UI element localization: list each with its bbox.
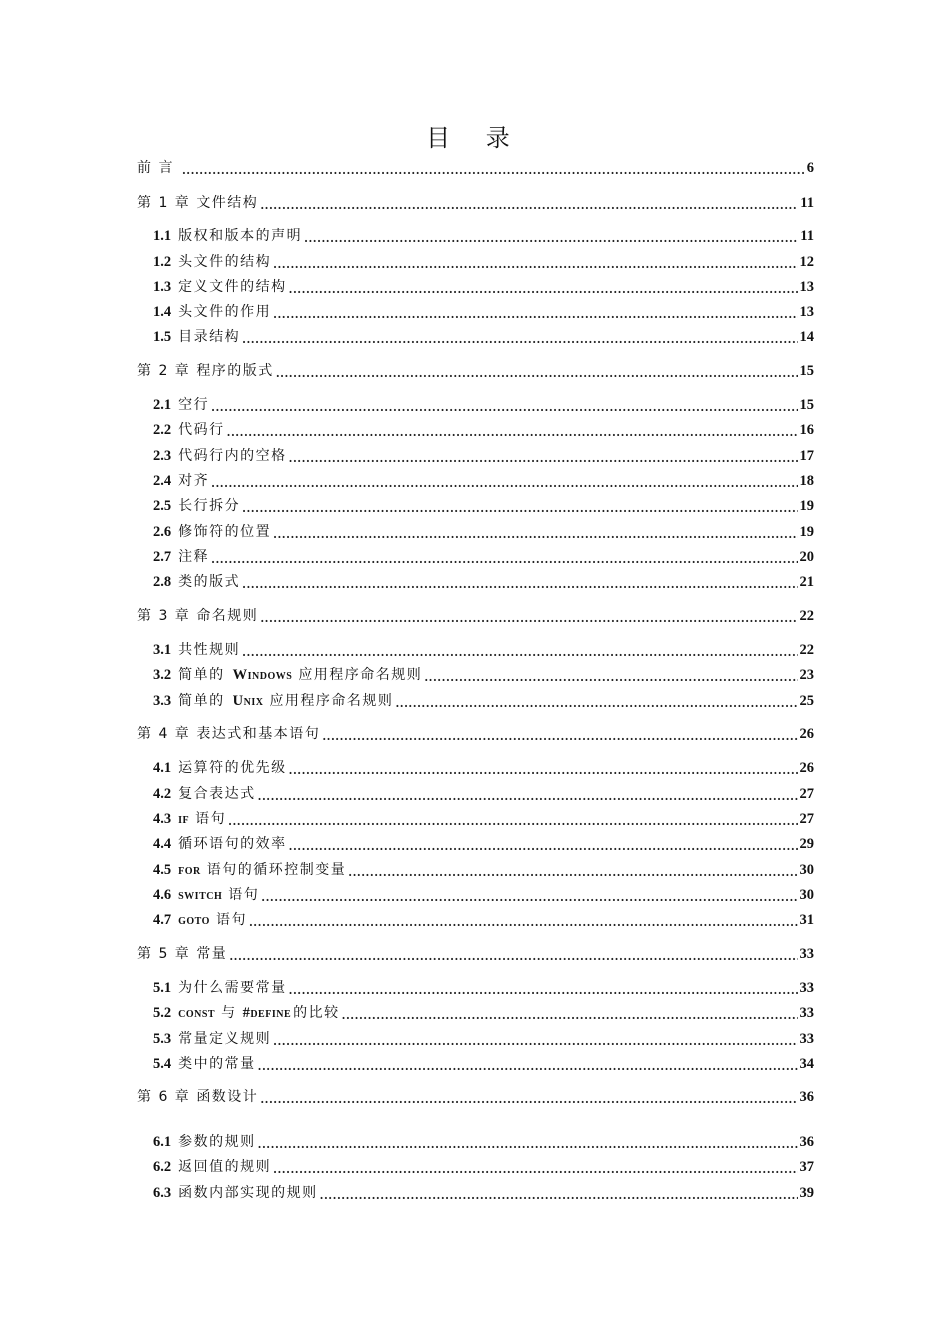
entry-title: 应用程序命名规则 (298, 667, 423, 683)
section-number: 6.2 (153, 1159, 172, 1175)
section-number: 4.7 (153, 912, 172, 928)
dot-leader (211, 553, 797, 567)
toc-section-entry[interactable] (153, 522, 814, 542)
toc-section-entry[interactable] (153, 1183, 814, 1203)
page-number: 22 (799, 642, 814, 658)
toc-section-entry[interactable] (153, 302, 814, 322)
dot-leader (258, 790, 798, 804)
toc-section-entry[interactable] (153, 691, 814, 711)
code-keyword: goto (178, 912, 210, 928)
section-number: 2.5 (153, 498, 172, 514)
dot-leader (273, 1163, 797, 1177)
dot-leader (242, 333, 797, 347)
page-number: 19 (799, 498, 814, 514)
chapter-prefix: 第 4 章 (137, 726, 191, 742)
chapter-prefix: 第 1 章 (137, 195, 191, 211)
entry-title: 对齐 (178, 473, 210, 489)
chapter-prefix: 第 3 章 (137, 608, 191, 624)
entry-title: 版权和版本的声明 (178, 228, 303, 244)
entry-title: 文件结构 (196, 195, 259, 211)
entry-title: 应用程序命名规则 (269, 693, 394, 709)
toc-chapter-entry[interactable] (137, 193, 814, 213)
entry-title: 修饰符的位置 (178, 524, 272, 540)
toc-section-entry[interactable] (153, 471, 814, 491)
dot-leader (276, 367, 798, 381)
dot-leader (260, 199, 798, 213)
entry-title: 类中的常量 (178, 1056, 256, 1072)
page-number: 26 (799, 760, 814, 776)
dot-leader (273, 1035, 797, 1049)
entry-title: 函数设计 (196, 1089, 259, 1105)
toc-section-entry[interactable] (153, 327, 814, 347)
section-number: 2.6 (153, 524, 172, 540)
section-number: 5.3 (153, 1031, 172, 1047)
section-number: 6.1 (153, 1134, 172, 1150)
section-number: 4.5 (153, 862, 172, 878)
section-number: 4.3 (153, 811, 172, 827)
page-number: 22 (799, 608, 814, 624)
page-number: 19 (799, 524, 814, 540)
page-number: 6 (806, 160, 814, 176)
page-number: 17 (799, 448, 814, 464)
code-keyword: const (178, 1005, 216, 1021)
page-number: 30 (799, 862, 814, 878)
toc-section-entry[interactable] (153, 860, 814, 880)
dot-leader (211, 477, 797, 491)
entry-title: 代码行内的空格 (178, 448, 287, 464)
toc-section-entry[interactable] (153, 784, 814, 804)
dot-leader (249, 916, 798, 930)
dot-leader (227, 426, 798, 440)
dot-leader (260, 1093, 797, 1107)
dot-leader (320, 1189, 798, 1203)
section-number: 4.2 (153, 786, 172, 802)
page-title: 目 录 (426, 124, 524, 152)
section-number: 4.1 (153, 760, 172, 776)
entry-title: 参数的规则 (178, 1134, 256, 1150)
entry-title: 常量定义规则 (178, 1031, 272, 1047)
toc-chapter-entry[interactable] (137, 944, 814, 964)
dot-leader (260, 612, 797, 626)
dot-leader (289, 984, 798, 998)
toc-section-entry[interactable] (153, 395, 814, 415)
section-number: 1.5 (153, 329, 172, 345)
toc-chapter-entry[interactable] (137, 158, 814, 178)
dot-leader (229, 950, 797, 964)
entry-title: 类的版式 (178, 574, 241, 590)
page-number: 15 (799, 397, 814, 413)
toc-chapter-entry[interactable] (137, 724, 814, 744)
code-keyword: for (178, 862, 201, 878)
toc-section-entry[interactable] (153, 1157, 814, 1177)
section-number: 5.4 (153, 1056, 172, 1072)
entry-title: 命名规则 (196, 608, 259, 624)
page-number: 21 (799, 574, 814, 590)
toc-section-entry[interactable] (153, 1054, 814, 1074)
dot-leader (342, 1009, 798, 1023)
section-number: 2.7 (153, 549, 172, 565)
entry-title: 程序的版式 (196, 363, 274, 379)
entry-title: 为什么需要常量 (178, 980, 287, 996)
section-number: 4.4 (153, 836, 172, 852)
toc-section-entry[interactable] (153, 910, 814, 930)
page-number: 33 (799, 1031, 814, 1047)
toc-section-entry[interactable] (153, 547, 814, 567)
dot-leader (289, 452, 798, 466)
code-keyword: Windows (232, 667, 293, 683)
chapter-prefix: 前 言 (137, 160, 174, 176)
dot-leader (261, 891, 797, 905)
dot-leader (273, 308, 797, 322)
toc-section-entry[interactable] (153, 446, 814, 466)
section-label-mid: 与 (221, 1005, 237, 1021)
page-number: 31 (799, 912, 814, 928)
page-number: 23 (799, 667, 814, 683)
page-number: 13 (799, 304, 814, 320)
dot-leader (242, 502, 797, 516)
toc-section-entry[interactable] (153, 420, 814, 440)
page-number: 15 (799, 363, 814, 379)
entry-title: 的比较 (293, 1005, 340, 1021)
code-keyword: #define (242, 1005, 292, 1021)
dot-leader (289, 840, 798, 854)
page-number: 25 (799, 693, 814, 709)
entry-title: 定义文件的结构 (178, 279, 287, 295)
entry-title: 代码行 (178, 422, 225, 438)
entry-title: 目录结构 (178, 329, 241, 345)
entry-title: 注释 (178, 549, 210, 565)
toc-section-entry[interactable] (153, 252, 814, 272)
toc-section-entry[interactable] (153, 978, 814, 998)
toc-section-entry[interactable] (153, 640, 814, 660)
dot-leader (322, 730, 797, 744)
toc-section-entry[interactable] (153, 809, 814, 829)
page-number: 14 (799, 329, 814, 345)
section-number: 3.1 (153, 642, 172, 658)
dot-leader (211, 401, 797, 415)
entry-title: 返回值的规则 (178, 1159, 272, 1175)
toc-section-entry[interactable] (153, 277, 814, 297)
dot-leader (273, 258, 797, 272)
dot-leader (348, 866, 797, 880)
page-number: 33 (799, 980, 814, 996)
chapter-prefix: 第 5 章 (137, 946, 191, 962)
chapter-prefix: 第 6 章 (137, 1089, 191, 1105)
dot-leader (289, 764, 798, 778)
entry-title: 头文件的作用 (178, 304, 272, 320)
page-number: 27 (799, 811, 814, 827)
entry-title: 共性规则 (178, 642, 241, 658)
section-number: 6.3 (153, 1185, 172, 1201)
page-number: 16 (799, 422, 814, 438)
entry-title: 语句 (195, 811, 227, 827)
dot-leader (242, 578, 797, 592)
page-number: 36 (799, 1089, 814, 1105)
page-number: 33 (799, 946, 814, 962)
page-number: 18 (799, 473, 814, 489)
page-number: 34 (799, 1056, 814, 1072)
section-label-prefix: 简单的 (178, 667, 225, 683)
page-number: 20 (799, 549, 814, 565)
page-number: 11 (800, 195, 814, 211)
section-number: 2.8 (153, 574, 172, 590)
entry-title: 复合表达式 (178, 786, 256, 802)
section-number: 2.1 (153, 397, 172, 413)
toc-chapter-entry[interactable] (137, 606, 814, 626)
section-number: 3.2 (153, 667, 172, 683)
dot-leader (242, 646, 797, 660)
entry-title: 常量 (196, 946, 228, 962)
page-number: 13 (799, 279, 814, 295)
entry-title: 循环语句的效率 (178, 836, 287, 852)
section-number: 5.1 (153, 980, 172, 996)
dot-leader (304, 232, 798, 246)
dot-leader (424, 671, 797, 685)
toc-section-entry[interactable] (153, 226, 814, 246)
page-number: 33 (799, 1005, 814, 1021)
toc-section-entry[interactable] (153, 496, 814, 516)
dot-leader (258, 1138, 798, 1152)
entry-title: 语句 (228, 887, 260, 903)
dot-leader (273, 528, 797, 542)
entry-title: 语句 (215, 912, 247, 928)
section-label-prefix: 简单的 (178, 693, 225, 709)
toc-section-entry[interactable] (153, 885, 814, 905)
page-number: 30 (799, 887, 814, 903)
section-number: 1.3 (153, 279, 172, 295)
page-number: 29 (799, 836, 814, 852)
toc-section-entry[interactable] (153, 834, 814, 854)
section-number: 5.2 (153, 1005, 172, 1021)
chapter-prefix: 第 2 章 (137, 363, 191, 379)
toc-section-entry[interactable] (153, 572, 814, 592)
entry-title: 头文件的结构 (178, 254, 272, 270)
code-keyword: Unix (232, 693, 264, 709)
section-number: 3.3 (153, 693, 172, 709)
section-number: 1.4 (153, 304, 172, 320)
section-number: 2.3 (153, 448, 172, 464)
code-keyword: switch (178, 887, 223, 903)
section-number: 1.2 (153, 254, 172, 270)
page-number: 36 (799, 1134, 814, 1150)
entry-title: 函数内部实现的规则 (178, 1185, 318, 1201)
dot-leader (289, 283, 798, 297)
code-keyword: if (178, 811, 190, 827)
page-number: 11 (800, 228, 814, 244)
section-number: 2.2 (153, 422, 172, 438)
page-number: 37 (799, 1159, 814, 1175)
toc-section-entry[interactable] (153, 1029, 814, 1049)
dot-leader (258, 1060, 798, 1074)
toc-section-entry[interactable] (153, 1132, 814, 1152)
entry-title: 空行 (178, 397, 210, 413)
toc-section-entry[interactable] (153, 665, 814, 685)
section-number: 2.4 (153, 473, 172, 489)
page-number: 39 (799, 1185, 814, 1201)
dot-leader (395, 697, 797, 711)
section-number: 4.6 (153, 887, 172, 903)
entry-title: 长行拆分 (178, 498, 241, 514)
toc-section-entry[interactable] (153, 758, 814, 778)
page-number: 27 (799, 786, 814, 802)
page-number: 26 (799, 726, 814, 742)
entry-title: 表达式和基本语句 (196, 726, 321, 742)
toc-chapter-entry[interactable] (137, 361, 814, 381)
toc-section-entry[interactable] (153, 1003, 814, 1023)
dot-leader (182, 164, 805, 178)
entry-title: 语句的循环控制变量 (206, 862, 347, 878)
toc-chapter-entry[interactable] (137, 1087, 814, 1107)
entry-title: 运算符的优先级 (178, 760, 287, 776)
section-number: 1.1 (153, 228, 172, 244)
page-number: 12 (799, 254, 814, 270)
dot-leader (228, 815, 797, 829)
